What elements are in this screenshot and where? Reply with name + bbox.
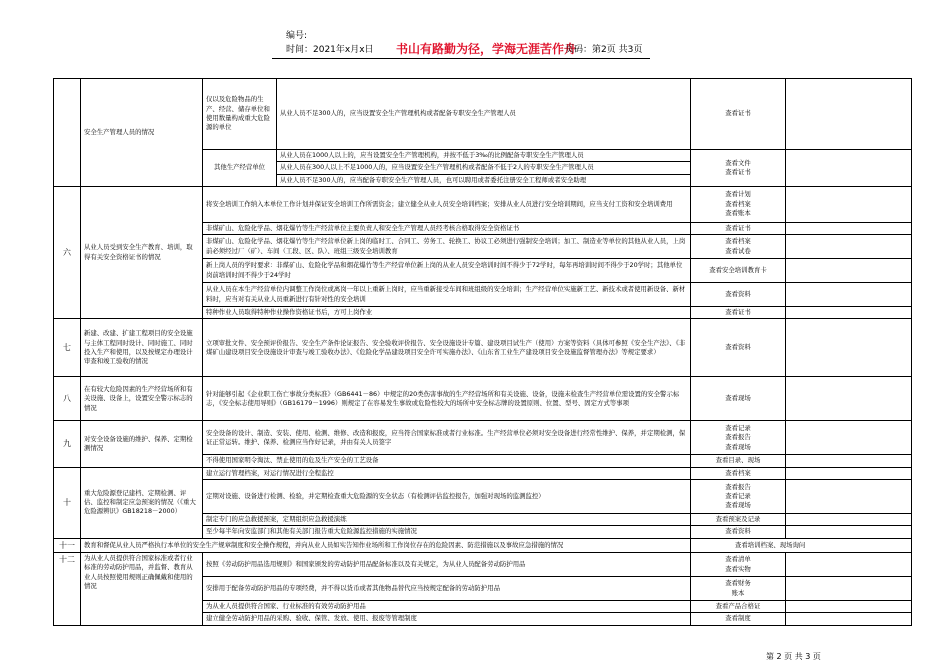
result-cell (786, 513, 912, 525)
requirement-cell: 不得使用国家明令淘汰、禁止使用的危及生产安全的工艺设备 (203, 455, 691, 467)
page-header (272, 18, 650, 64)
table-row (54, 377, 912, 421)
requirement-cell: 新上岗人员的学时要求：非煤矿山、危险化学品和烟花爆竹等生产经营单位新上岗的从业人员安全培训时间不得少于72学时，每年再培训时间不得少于20学时；其他单位岗前培训时间不得少于24学时 (203, 259, 691, 283)
result-cell (786, 577, 912, 601)
result-cell (786, 421, 912, 455)
result-cell (786, 319, 912, 377)
result-cell (786, 235, 912, 259)
check-cell: 查看资料 (691, 526, 786, 538)
check-cell: 查看预案及记录 (691, 513, 786, 525)
inspection-table (53, 78, 912, 626)
row-number: 九 (54, 421, 81, 467)
item-cell: 新建、改建、扩建工程项目的安全设施与主体工程同时设计、同时施工、同时投入生产和使用，以及按规定办理设计审查和竣工验收的情况 (81, 319, 203, 377)
requirement-cell: 非煤矿山、危险化学品、烟花爆竹等生产经营单位主要负责人和安全生产管理人员经考核合格取得安全资格证书 (203, 222, 691, 234)
check-cell: 查看产品合格证 (691, 601, 786, 613)
result-cell (786, 307, 912, 319)
row-number (54, 79, 81, 187)
requirement-cell: 从业人员不足300人的，应当设置安全生产管理机构或者配备专职安全生产管理人员 (277, 79, 691, 150)
result-cell (786, 222, 912, 234)
row-number: 十一 (54, 538, 81, 553)
requirement-cell: 建立运行管理档案，对运行情况进行全程监控 (203, 467, 691, 479)
check-cell: 查看文件 查看证书 (691, 150, 786, 187)
requirement-cell: 教育和督促从业人员严格执行本单位的安全生产规章制度和安全操作规程，并向从业人员如实告知作业场所和工作岗位存在的危险因素、防范措施以及事故应急措施的情况 (81, 538, 691, 553)
result-cell (786, 613, 912, 625)
check-cell: 查看证书 (691, 79, 786, 150)
item-cell: 重大危险源登记建档、定期检测、评估、监控和制定应急预案的情况（《重大危险源辨识》GB18218－2000） (81, 467, 203, 538)
item-cell: 对安全设备设施的维护、保养、定期检测情况 (81, 421, 203, 467)
result-cell (786, 526, 912, 538)
check-cell: 查看现场 (691, 377, 786, 421)
requirement-cell: 特种作业人员取得特种作业操作资格证书后，方可上岗作业 (203, 307, 691, 319)
check-cell: 查看制度 (691, 613, 786, 625)
requirement-cell: 针对能够引起《企业职工伤亡事故分类标准》（GB6441－86）中规定的20类伤害事故的生产经营场所和有关设施、设备，设施未检查生产经营单位需设置的安全警示标志，《安全标志使用导则》（GB16179－1996）则规定了在容易发生事故或危险性较大的场所中安全标志牌的设置原则、位置、型号、固定方式等事项 (203, 377, 691, 421)
sub-cell: 仅以及危险物品的生产、经营、储存单位和使用数量构成重大危险源的单位 (203, 79, 277, 150)
requirement-cell: 从业人员在300人以上不足1000人的，应当设置安全生产管理机构或者配备不低于2人的专职安全生产管理人员 (277, 162, 691, 174)
item-cell: 为从业人员提供符合国家标准或者行业标准的劳动防护用品，并监督、教育从业人员按照使用规则正确佩戴和使用的情况 (81, 553, 203, 626)
serial-label: 编号: (286, 31, 308, 41)
result-cell (786, 601, 912, 613)
requirement-cell: 为从业人员提供符合国家、行业标准的有效劳动防护用品 (203, 601, 691, 613)
row-number: 八 (54, 377, 81, 421)
result-cell (786, 479, 912, 513)
row-number: 七 (54, 319, 81, 377)
requirement-cell: 至少每半年向安监部门和其他有关部门报告重大危险源监控措施的实施情况 (203, 526, 691, 538)
check-cell: 查看资料 (691, 283, 786, 307)
requirement-cell: 安全设备的设计、制造、安装、使用、检测、维修、改造和报废，应当符合国家标准或者行业标准。生产经营单位必须对安全设备进行经常性维护、保养，并定期检测，保证正常运转。维护、保养、检测应当作好记录，并由有关人员签字 (203, 421, 691, 455)
page-label: 页码：第2页 共3页 (565, 45, 643, 55)
item-cell: 安全生产管理人员的情况 (81, 79, 203, 187)
check-cell: 查看清单 查看实物 (691, 553, 786, 577)
result-cell (786, 150, 912, 187)
result-cell (786, 467, 912, 479)
page-footer: 第 2 页 共 3 页 (766, 652, 821, 661)
requirement-cell: 立项审批文件、安全预评价报告、安全生产条件论证报告、安全验收评价报告、安全设施设计专篇、建设项目试生产（使用）方案等资料（具体可参照《安全生产法》、《非煤矿山建设项目安全设施设计审查与竣工验收办法》、《危险化学品建设项目安全许可实施办法》、《山东省工业生产建设项目安全设施监督管理办法》等规定要求） (203, 319, 691, 377)
motto: 书山有路勤为径，学海无涯苦作舟 (396, 42, 577, 56)
check-cell: 查看财务 账本 (691, 577, 786, 601)
requirement-cell: 定期对设施、设备进行检测、检验，并定期检查重大危险源的安全状态（有检测评估监控报告，加强对现场的监测监控） (203, 479, 691, 513)
check-cell: 查看培训档案、现场询问 (691, 538, 912, 553)
check-cell: 查看证书 (691, 307, 786, 319)
table-row (54, 467, 912, 479)
check-cell: 查看档案 (691, 467, 786, 479)
result-cell (786, 259, 912, 283)
requirement-cell: 从业人员在1000人以上的，应当设置安全生产管理机构，并按不低于3‰的比例配备专职安全生产管理人员 (277, 150, 691, 162)
check-cell: 查看资料 (691, 319, 786, 377)
check-cell: 查看记录 查看报告 查看现场 (691, 421, 786, 455)
row-number: 十 (54, 467, 81, 538)
table-row (54, 553, 912, 577)
check-cell: 查看证书 (691, 222, 786, 234)
date-label: 时间：2021年x月x日 (286, 45, 374, 55)
check-cell: 查看报告 查看记录 查看现场 (691, 479, 786, 513)
requirement-cell: 建立健全劳动防护用品的采购、验收、保管、发放、使用、报废等管理制度 (203, 613, 691, 625)
check-cell: 查看档案 查看试卷 (691, 235, 786, 259)
row-number: 十二 (54, 553, 81, 626)
check-cell: 查看安全培训教育卡 (691, 259, 786, 283)
result-cell (786, 186, 912, 222)
result-cell (786, 553, 912, 577)
requirement-cell: 非煤矿山、危险化学品、烟花爆竹等生产经营单位新上岗的临时工、合同工、劳务工、轮换工、协议工必须进行强制安全培训；加工、制造业等单位的其他从业人员，上岗前必须经过厂（矿）、车间（工段、区、队）、班组三级安全培训教育 (203, 235, 691, 259)
requirement-cell: 按照《劳动防护用品选用规则》和国家颁发的劳动防护用品配备标准以及有关规定，为从业人员配备劳动防护用品 (203, 553, 691, 577)
requirement-cell: 制定专门的应急救援预案，定期组织应急救援演练 (203, 513, 691, 525)
result-cell (786, 377, 912, 421)
result-cell (786, 283, 912, 307)
check-cell: 查看计划 查看档案 查看账本 (691, 186, 786, 222)
result-cell (786, 79, 912, 150)
header-rule (272, 58, 650, 59)
table-row (54, 421, 912, 455)
item-cell: 在有较大危险因素的生产经营场所和有关设施、设备上，设置安全警示标志的情况 (81, 377, 203, 421)
table-row (54, 186, 912, 222)
requirement-cell: 从业人员不足300人的，应当配备专职安全生产管理人员，也可以聘用或者委托注册安全工程师或者安全助理 (277, 174, 691, 186)
table-row (54, 319, 912, 377)
table-row (54, 79, 912, 150)
item-cell: 从业人员受到安全生产教育、培训，取得有关安全资格证书的情况 (81, 186, 203, 319)
requirement-cell: 从业人员在本生产经营单位内调整工作岗位或离岗一年以上重新上岗时，应当重新接受车间和班组级的安全培训；生产经营单位实施新工艺、新技术或者使用新设备、新材料时，应当对有关从业人员重新进行有针对性的安全培训 (203, 283, 691, 307)
result-cell (786, 455, 912, 467)
requirement-cell: 将安全培训工作纳入本单位工作计划并保证安全培训工作所需资金；建立健全从业人员安全培训档案；安排从业人员进行安全培训期间，应当支付工资和安全培训费用 (203, 186, 691, 222)
check-cell: 查看目录、现场 (691, 455, 786, 467)
table-row (54, 538, 912, 553)
row-number: 六 (54, 186, 81, 319)
requirement-cell: 安排用于配备劳动防护用品的专项经费，并不得以货币或者其他物品替代应当按规定配备的劳动防护用品 (203, 577, 691, 601)
sub-cell: 其他生产经营单位 (203, 150, 277, 187)
